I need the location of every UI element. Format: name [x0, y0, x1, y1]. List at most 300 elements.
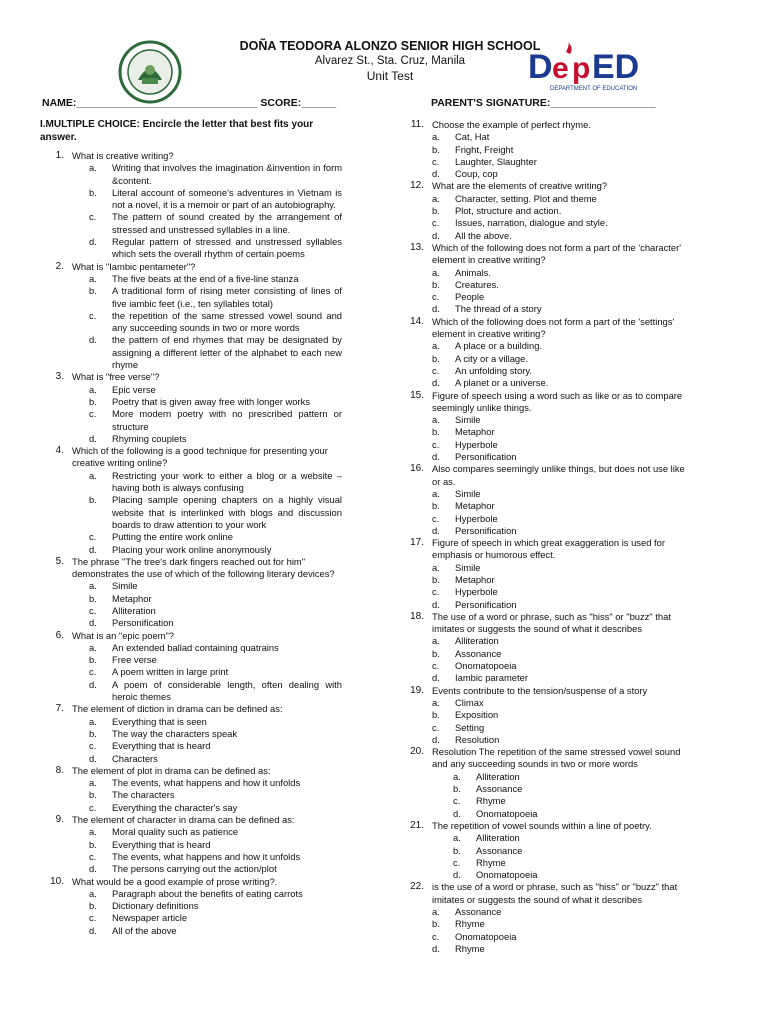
option-letter[interactable]: d.	[432, 942, 440, 954]
answer-option[interactable]	[40, 679, 342, 704]
answer-option[interactable]	[40, 408, 342, 433]
answer-option[interactable]	[40, 396, 342, 408]
option-text: Alliteration	[476, 770, 520, 782]
option-letter[interactable]: b.	[453, 783, 461, 795]
question-number: 20.	[410, 746, 424, 758]
option-letter[interactable]: c.	[432, 721, 440, 733]
answer-option[interactable]	[40, 236, 342, 261]
question-text: What are the elements of creative writing?	[432, 180, 608, 192]
question-text: Resolution The repetition of the same stressed vowel sound and any succeeding sounds in two or more words	[432, 746, 681, 770]
option-letter[interactable]: c.	[453, 795, 461, 807]
option-letter[interactable]: c.	[432, 155, 440, 167]
option-text: Metaphor	[455, 573, 495, 585]
answer-option[interactable]	[40, 310, 342, 335]
option-letter[interactable]: c.	[432, 217, 440, 229]
option-letter[interactable]: c.	[453, 856, 461, 868]
answer-option[interactable]	[405, 353, 695, 365]
option-text: Hyperbole	[455, 512, 498, 524]
option-letter[interactable]: b.	[432, 205, 440, 217]
option-letter[interactable]: c.	[432, 586, 440, 598]
answer-option[interactable]	[40, 654, 342, 666]
answer-option[interactable]	[405, 857, 695, 869]
answer-option[interactable]	[40, 802, 342, 814]
option-letter[interactable]: d.	[89, 863, 97, 875]
option-text: A traditional form of rising meter consisting of lines of five iambic feet (i.e., ten syllables total)	[112, 285, 342, 309]
question-text: What is "Iambic pentameter"?	[72, 260, 196, 272]
right-column	[405, 119, 695, 955]
answer-option[interactable]	[405, 131, 695, 143]
answer-option[interactable]	[405, 918, 695, 930]
parent-signature-field[interactable]: PARENT'S SIGNATURE:__________________	[431, 97, 656, 109]
question-number: 14.	[410, 315, 424, 327]
answer-option[interactable]	[40, 544, 342, 556]
question-item	[405, 390, 695, 464]
answer-option[interactable]	[405, 291, 695, 303]
answer-option[interactable]	[40, 285, 342, 310]
option-text: Simile	[455, 414, 481, 426]
option-letter[interactable]: c.	[432, 660, 440, 672]
option-letter[interactable]: c.	[89, 531, 97, 543]
option-text: Regular pattern of stressed and unstressed syllables which sets the overall rhythm of certain poems	[112, 236, 342, 260]
answer-option[interactable]	[405, 279, 695, 291]
option-text: An extended ballad containing quatrains	[112, 641, 279, 653]
question-number: 4.	[55, 445, 64, 457]
option-text: Hyperbole	[455, 586, 498, 598]
answer-option[interactable]	[405, 845, 695, 857]
option-text: Rhyme	[476, 795, 506, 807]
option-letter[interactable]: a.	[432, 192, 440, 204]
option-letter[interactable]: d.	[432, 229, 440, 241]
question-text: The element of plot in drama can be defined as:	[72, 764, 271, 776]
option-text: Personification	[455, 524, 517, 536]
option-text: Personification	[455, 451, 517, 463]
option-letter[interactable]: b.	[89, 395, 97, 407]
answer-option[interactable]	[40, 716, 342, 728]
question-text: Which of the following does not form a part of the 'character' element in creative writing?	[432, 241, 682, 266]
answer-option[interactable]	[40, 162, 342, 187]
option-text: The persons carrying out the action/plot	[112, 863, 277, 875]
answer-option[interactable]	[405, 488, 695, 500]
option-letter[interactable]: a.	[453, 770, 461, 782]
answer-option[interactable]	[405, 832, 695, 844]
instructions: I.MULTIPLE CHOICE: Encircle the letter that best fits your answer.	[40, 119, 314, 143]
option-letter[interactable]: a.	[432, 414, 440, 426]
option-text: A poem written in large print	[112, 666, 229, 678]
option-letter[interactable]: d.	[89, 236, 97, 248]
question-item	[405, 881, 695, 955]
option-letter[interactable]: b.	[89, 900, 97, 912]
option-text: Iambic parameter	[455, 672, 528, 684]
option-letter[interactable]: c.	[432, 364, 440, 376]
option-text: Climax	[455, 696, 484, 708]
answer-option[interactable]	[405, 451, 695, 463]
option-text: Literal account of someone's adventures in Vietnam is not a novel, it is a memoir or part of an autobiography.	[112, 186, 342, 211]
question-number: 10.	[50, 875, 64, 887]
answer-option[interactable]	[405, 168, 695, 180]
answer-option[interactable]	[405, 869, 695, 881]
option-letter[interactable]: c.	[432, 291, 440, 303]
answer-option[interactable]	[405, 156, 695, 168]
answer-option[interactable]	[405, 439, 695, 451]
option-text: Creatures.	[455, 278, 499, 290]
option-letter[interactable]: b.	[432, 647, 440, 659]
question-number: 13.	[410, 241, 424, 253]
option-text: Restricting your work to either a blog or a website – having both is always confusing	[112, 469, 342, 494]
question-text: The repetition of vowel sounds within a line of poetry.	[432, 819, 652, 831]
question-item	[405, 119, 695, 180]
option-letter[interactable]: c.	[432, 930, 440, 942]
option-letter[interactable]: b.	[89, 186, 97, 198]
option-letter[interactable]: c.	[432, 512, 440, 524]
option-letter[interactable]: a.	[432, 561, 440, 573]
option-text: Onomatopoeia	[476, 807, 538, 819]
option-text: The characters	[112, 789, 175, 801]
option-text: Epic verse	[112, 383, 156, 395]
option-letter[interactable]: c.	[89, 740, 97, 752]
deped-logo	[526, 42, 656, 94]
answer-option[interactable]	[405, 525, 695, 537]
answer-option[interactable]	[405, 599, 695, 611]
option-text: Dictionary definitions	[112, 900, 199, 912]
option-text: Simile	[112, 580, 138, 592]
option-text: Putting the entire work online	[112, 531, 233, 543]
answer-option[interactable]	[405, 808, 695, 820]
option-letter[interactable]: d.	[432, 733, 440, 745]
option-text: Characters	[112, 752, 158, 764]
option-text: Moral quality such as patience	[112, 826, 239, 838]
option-text: The way the characters speak	[112, 727, 238, 739]
school-seal-logo	[118, 40, 182, 104]
answer-option[interactable]	[405, 205, 695, 217]
option-text: Assonance	[455, 647, 502, 659]
option-text: Writing that involves the imagination &invention in form &content.	[112, 162, 342, 186]
answer-option[interactable]	[405, 709, 695, 721]
option-letter[interactable]: c.	[89, 408, 97, 420]
option-text: Rhyming couplets	[112, 432, 187, 444]
answer-option[interactable]	[405, 697, 695, 709]
answer-option[interactable]	[40, 593, 342, 605]
option-text: Assonance	[455, 906, 502, 917]
question-text: The element of diction in drama can be defined as:	[72, 703, 283, 715]
option-letter[interactable]: a.	[432, 906, 440, 917]
option-letter[interactable]: c.	[89, 912, 97, 924]
option-letter[interactable]: b.	[432, 918, 440, 930]
option-text: Onomatopoeia	[455, 930, 517, 942]
option-text: Cat, Hat	[455, 131, 490, 143]
answer-option[interactable]	[405, 562, 695, 574]
option-letter[interactable]: b.	[432, 352, 440, 364]
option-letter[interactable]: a.	[453, 832, 461, 844]
option-text: Simile	[455, 561, 481, 573]
answer-option[interactable]	[405, 635, 695, 647]
option-letter[interactable]: d.	[432, 377, 440, 389]
option-letter[interactable]: c.	[89, 666, 97, 678]
answer-option[interactable]	[40, 826, 342, 838]
option-letter[interactable]: a.	[89, 826, 97, 838]
option-text: Everything that is heard	[112, 740, 211, 752]
answer-option[interactable]	[405, 672, 695, 684]
answer-option[interactable]	[405, 144, 695, 156]
option-text: Placing your work online anonymously	[112, 543, 272, 555]
option-text: A planet or a universe.	[455, 377, 549, 389]
option-letter[interactable]: d.	[432, 672, 440, 684]
option-text: Issues, narration, dialogue and style.	[455, 217, 608, 229]
answer-option[interactable]	[405, 722, 695, 734]
option-letter[interactable]: a.	[432, 131, 440, 143]
answer-option[interactable]	[405, 795, 695, 807]
answer-option[interactable]	[40, 851, 342, 863]
option-letter[interactable]: b.	[89, 654, 97, 666]
option-letter[interactable]: c.	[432, 438, 440, 450]
question-text: What would be a good example of prose writing?.	[72, 875, 278, 887]
option-letter[interactable]: a.	[432, 266, 440, 278]
option-text: Setting	[455, 721, 485, 733]
question-item	[40, 703, 342, 764]
question-text: Which of the following is a good technique for presenting your creative writing online?	[72, 445, 328, 469]
answer-option[interactable]	[40, 912, 342, 924]
option-letter[interactable]: a.	[89, 162, 97, 174]
document-header	[0, 36, 768, 96]
option-letter[interactable]: a.	[432, 487, 440, 499]
question-text: Figure of speech in which great exaggeration is used for emphasis or humorous effect.	[432, 537, 665, 561]
option-text: Personification	[455, 598, 517, 610]
option-text: Poetry that is given away free with longer works	[112, 395, 311, 407]
option-letter[interactable]: b.	[89, 789, 97, 801]
option-letter[interactable]: d.	[432, 451, 440, 463]
answer-option[interactable]	[40, 494, 342, 531]
answer-option[interactable]	[40, 334, 342, 371]
question-item	[405, 537, 695, 611]
answer-option[interactable]	[405, 574, 695, 586]
option-text: the repetition of the same stressed vowel sound and any succeeding sounds in two or more words	[112, 309, 342, 334]
svg-text:p: p	[572, 52, 591, 85]
option-letter[interactable]: d.	[89, 543, 97, 555]
question-text: The phrase "The tree's dark fingers reached out for him" demonstrates the use of which of the following literary devices?	[72, 555, 335, 580]
answer-option[interactable]	[40, 187, 342, 212]
option-text: Newspaper article	[112, 912, 188, 924]
answer-option[interactable]	[40, 617, 342, 629]
question-item	[40, 445, 342, 556]
option-letter[interactable]: b.	[89, 494, 97, 506]
question-number: 11.	[410, 119, 424, 130]
question-number: 7.	[55, 703, 64, 715]
question-number: 17.	[410, 537, 424, 549]
option-letter[interactable]: b.	[89, 727, 97, 739]
answer-option[interactable]	[40, 888, 342, 900]
option-text: Coup, cop	[455, 168, 498, 180]
answer-option[interactable]	[405, 648, 695, 660]
question-item	[40, 814, 342, 875]
option-letter[interactable]: a.	[89, 641, 97, 653]
option-letter[interactable]: d.	[432, 168, 440, 180]
option-text: Everything the character's say	[112, 801, 238, 813]
option-letter[interactable]: b.	[453, 844, 461, 856]
option-text: Assonance	[476, 783, 523, 795]
option-letter[interactable]: a.	[89, 887, 97, 899]
option-letter[interactable]: d.	[432, 598, 440, 610]
option-letter[interactable]: c.	[89, 850, 97, 862]
option-letter[interactable]: d.	[453, 807, 461, 819]
answer-option[interactable]	[40, 470, 342, 495]
option-letter[interactable]: d.	[89, 752, 97, 764]
option-letter[interactable]: c.	[89, 604, 97, 616]
option-letter[interactable]: a.	[432, 340, 440, 352]
answer-option[interactable]	[40, 580, 342, 592]
answer-option[interactable]	[40, 863, 342, 875]
question-number: 22.	[410, 881, 424, 893]
answer-option[interactable]	[40, 211, 342, 236]
answer-option[interactable]	[405, 267, 695, 279]
option-letter[interactable]: a.	[89, 580, 97, 592]
answer-option[interactable]	[405, 217, 695, 229]
answer-option[interactable]	[40, 839, 342, 851]
svg-text:e: e	[552, 52, 569, 85]
answer-option[interactable]	[40, 925, 342, 937]
question-text: The element of character in drama can be defined as:	[72, 814, 295, 826]
option-text: Free verse	[112, 654, 157, 666]
answer-option[interactable]	[405, 193, 695, 205]
answer-option[interactable]	[405, 377, 695, 389]
answer-option[interactable]	[40, 384, 342, 396]
option-text: Metaphor	[455, 426, 495, 438]
answer-option[interactable]	[40, 642, 342, 654]
option-letter[interactable]: a.	[89, 272, 97, 284]
option-letter[interactable]: c.	[89, 309, 97, 321]
answer-option[interactable]	[405, 783, 695, 795]
question-item	[405, 611, 695, 685]
option-letter[interactable]: d.	[89, 334, 97, 346]
answer-option[interactable]	[40, 740, 342, 752]
option-letter[interactable]: b.	[432, 500, 440, 512]
answer-option[interactable]	[40, 433, 342, 445]
school-name: DOÑA TEODORA ALONZO SENIOR HIGH SCHOOL	[239, 39, 541, 53]
name-score-field[interactable]: NAME:_______________________________ SCORE:______	[42, 97, 337, 109]
answer-option[interactable]	[40, 777, 342, 789]
question-item	[405, 746, 695, 820]
question-item	[40, 765, 342, 814]
answer-option[interactable]	[405, 303, 695, 315]
answer-option[interactable]	[405, 340, 695, 352]
svg-text:DEPARTMENT OF EDUCATION: DEPARTMENT OF EDUCATION	[550, 86, 638, 92]
answer-option[interactable]	[405, 365, 695, 377]
answer-option[interactable]	[405, 500, 695, 512]
option-text: A place or a building.	[455, 340, 543, 352]
option-text: Fright, Freight	[455, 143, 514, 155]
option-text: Paragraph about the benefits of eating carrots	[112, 887, 303, 899]
option-letter[interactable]: d.	[453, 869, 461, 881]
answer-option[interactable]	[40, 666, 342, 678]
question-number: 1.	[55, 150, 64, 161]
answer-option[interactable]	[405, 943, 695, 955]
answer-option[interactable]	[40, 789, 342, 801]
option-text: the pattern of end rhymes that may be designated by assigning a different letter of the alphabet to each new rhyme	[112, 334, 342, 371]
school-address: Alvarez St., Sta. Cruz, Manila	[314, 55, 466, 67]
answer-option[interactable]	[40, 753, 342, 765]
option-letter[interactable]: d.	[432, 524, 440, 536]
option-letter[interactable]: b.	[89, 285, 97, 297]
question-item	[40, 876, 342, 937]
option-letter[interactable]: a.	[432, 696, 440, 708]
option-text: Rhyme	[455, 918, 485, 930]
option-text: Laughter, Slaughter	[455, 155, 537, 167]
question-item	[40, 630, 342, 704]
option-letter[interactable]: d.	[89, 617, 97, 629]
option-letter[interactable]: a.	[432, 635, 440, 647]
question-item	[40, 556, 342, 630]
option-letter[interactable]: b.	[89, 838, 97, 850]
option-text: Exposition	[455, 709, 499, 721]
option-text: The events, what happens and how it unfolds	[112, 777, 301, 789]
answer-option[interactable]	[40, 531, 342, 543]
answer-option[interactable]	[405, 586, 695, 598]
option-letter[interactable]: b.	[432, 709, 440, 721]
option-text: Everything that is heard	[112, 838, 211, 850]
option-text: Assonance	[476, 844, 523, 856]
question-text: The use of a word or phrase, such as "hiss" or "buzz" that imitates or suggests the sound of what it describes	[432, 610, 671, 635]
answer-option[interactable]	[405, 414, 695, 426]
question-number: 3.	[55, 371, 64, 383]
answer-option[interactable]	[405, 660, 695, 672]
option-text: People	[455, 291, 485, 303]
question-item	[40, 150, 342, 261]
option-text: Alliteration	[476, 832, 520, 844]
option-letter[interactable]: a.	[89, 383, 97, 395]
question-text: What is an "epic poem"?	[72, 629, 175, 641]
option-letter[interactable]: b.	[432, 278, 440, 290]
option-text: Onomatopoeia	[476, 869, 538, 881]
answer-option[interactable]	[405, 230, 695, 242]
answer-option[interactable]	[40, 900, 342, 912]
question-number: 2.	[55, 260, 64, 272]
option-letter[interactable]: b.	[432, 143, 440, 155]
option-text: Everything that is seen	[112, 715, 207, 727]
option-letter[interactable]: c.	[89, 211, 97, 223]
answer-option[interactable]	[405, 771, 695, 783]
option-letter[interactable]: d.	[89, 924, 97, 936]
question-number: 6.	[55, 629, 64, 641]
option-letter[interactable]: c.	[89, 801, 97, 813]
option-letter[interactable]: a.	[89, 715, 97, 727]
answer-option[interactable]	[40, 273, 342, 285]
answer-option[interactable]	[405, 931, 695, 943]
answer-option[interactable]	[405, 426, 695, 438]
svg-text:ED: ED	[592, 48, 640, 86]
question-item	[405, 180, 695, 241]
option-letter[interactable]: a.	[89, 777, 97, 789]
question-text: Also compares seemingly unlike things, but does not use like or as.	[432, 463, 685, 487]
answer-option[interactable]	[405, 906, 695, 918]
option-text: Plot, structure and action.	[455, 205, 562, 217]
option-letter[interactable]: b.	[89, 592, 97, 604]
option-text: The pattern of sound created by the arrangement of stressed and unstressed syllables in a line.	[112, 211, 342, 235]
option-letter[interactable]: b.	[432, 426, 440, 438]
option-text: Alliteration	[112, 604, 156, 616]
option-letter[interactable]: d.	[89, 678, 97, 690]
answer-option[interactable]	[405, 734, 695, 746]
option-text: Placing sample opening chapters on a highly visual website that is interlinked with blogs and discussion boards to draw attention to your work	[112, 494, 342, 530]
option-letter[interactable]: d.	[89, 432, 97, 444]
option-letter[interactable]: b.	[432, 573, 440, 585]
option-text: More modern poetry with no prescribed pattern or structure	[112, 408, 342, 432]
option-letter[interactable]: a.	[89, 469, 97, 481]
answer-option[interactable]	[405, 513, 695, 525]
option-text: Rhyme	[455, 942, 485, 954]
question-item	[405, 685, 695, 746]
question-number: 8.	[55, 764, 64, 776]
option-letter[interactable]: d.	[432, 303, 440, 315]
answer-option[interactable]	[40, 605, 342, 617]
answer-option[interactable]	[40, 728, 342, 740]
